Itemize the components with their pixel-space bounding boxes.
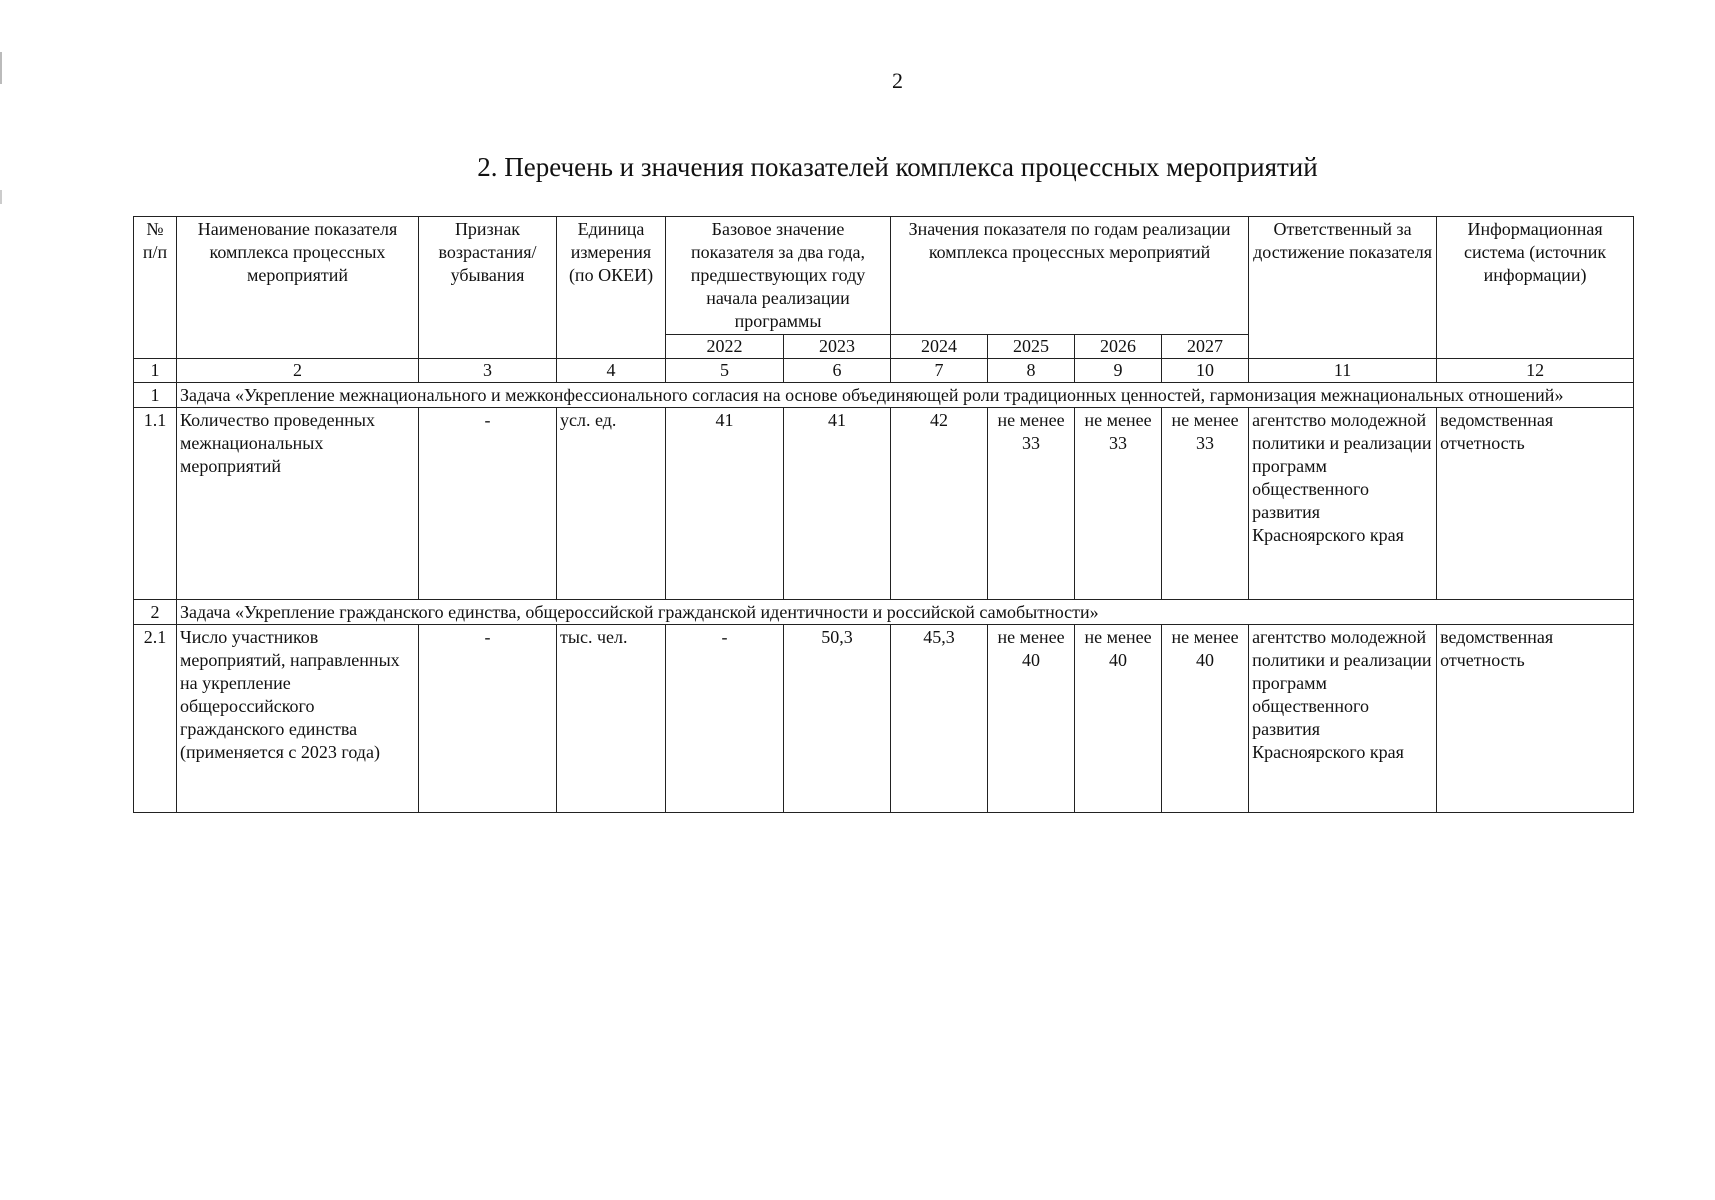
column-number-row: [134, 359, 1634, 383]
column-number: 12: [1437, 359, 1634, 383]
indicator-unit: тыс. чел.: [557, 625, 666, 813]
indicator-number: 1.1: [134, 408, 177, 600]
year-2027: 2027: [1162, 335, 1249, 359]
indicator-row: [134, 408, 1634, 600]
task-number: 1: [134, 383, 177, 408]
page-title: 2. Перечень и значения показателей комплекса процессных мероприятий: [477, 152, 1318, 182]
indicator-name: Число участников мероприятий, направленных на укрепление общероссийского гражданского единства (применяется с 2023 года): [177, 625, 419, 813]
task-text: Задача «Укрепление гражданского единства, общероссийской гражданской идентичности и российской самобытности»: [177, 600, 1634, 625]
year-2025: 2025: [988, 335, 1075, 359]
column-number: 3: [419, 359, 557, 383]
header-values-by-year: Значения показателя по годам реализации комплекса процессных мероприятий: [891, 217, 1249, 335]
year-2022: 2022: [666, 335, 784, 359]
indicator-responsible: агентство молодежной политики и реализации программ общественного развития Красноярского края: [1249, 408, 1437, 600]
column-number: 6: [784, 359, 891, 383]
column-number: 10: [1162, 359, 1249, 383]
task-text: Задача «Укрепление межнационального и межконфессионального согласия на основе объединяющей роли традиционных ценностей, гармонизация межнациональных отношений»: [177, 383, 1634, 408]
indicators-table: [133, 216, 1634, 813]
task-row: [134, 383, 1634, 408]
value-2022: 41: [666, 408, 784, 600]
indicator-sign: -: [419, 625, 557, 813]
indicator-info-source: ведомственная отчетность: [1437, 408, 1634, 600]
value-2027: не менее 33: [1162, 408, 1249, 600]
header-responsible: Ответственный за достижение показателя: [1249, 217, 1437, 359]
indicator-number: 2.1: [134, 625, 177, 813]
column-number: 1: [134, 359, 177, 383]
year-2026: 2026: [1075, 335, 1162, 359]
header-base-value: Базовое значение показателя за два года, предшествующих году начала реализации программы: [666, 217, 891, 335]
value-2027: не менее 40: [1162, 625, 1249, 813]
column-number: 4: [557, 359, 666, 383]
task-number: 2: [134, 600, 177, 625]
column-number: 2: [177, 359, 419, 383]
value-2025: не менее 33: [988, 408, 1075, 600]
header-row: [134, 217, 1634, 335]
header-name: Наименование показателя комплекса процессных мероприятий: [177, 217, 419, 359]
header-num: № п/п: [134, 217, 177, 359]
indicator-row: [134, 625, 1634, 813]
indicator-unit: усл. ед.: [557, 408, 666, 600]
value-2023: 41: [784, 408, 891, 600]
column-number: 11: [1249, 359, 1437, 383]
value-2022: -: [666, 625, 784, 813]
column-number: 5: [666, 359, 784, 383]
column-number: 8: [988, 359, 1075, 383]
page-number: 2: [892, 68, 903, 93]
scan-edge-mark: [0, 190, 2, 204]
header-info-system: Информационная система (источник информации): [1437, 217, 1634, 359]
indicator-responsible: агентство молодежной политики и реализации программ общественного развития Красноярского края: [1249, 625, 1437, 813]
indicator-info-source: ведомственная отчетность: [1437, 625, 1634, 813]
value-2023: 50,3: [784, 625, 891, 813]
header-sign: Признак возрастания/ убывания: [419, 217, 557, 359]
year-2023: 2023: [784, 335, 891, 359]
header-unit: Единица измерения (по ОКЕИ): [557, 217, 666, 359]
column-number: 7: [891, 359, 988, 383]
value-2025: не менее 40: [988, 625, 1075, 813]
indicator-sign: -: [419, 408, 557, 600]
column-number: 9: [1075, 359, 1162, 383]
value-2026: не менее 40: [1075, 625, 1162, 813]
value-2024: 45,3: [891, 625, 988, 813]
task-row: [134, 600, 1634, 625]
value-2024: 42: [891, 408, 988, 600]
year-2024: 2024: [891, 335, 988, 359]
indicator-name: Количество проведенных межнациональных мероприятий: [177, 408, 419, 600]
value-2026: не менее 33: [1075, 408, 1162, 600]
